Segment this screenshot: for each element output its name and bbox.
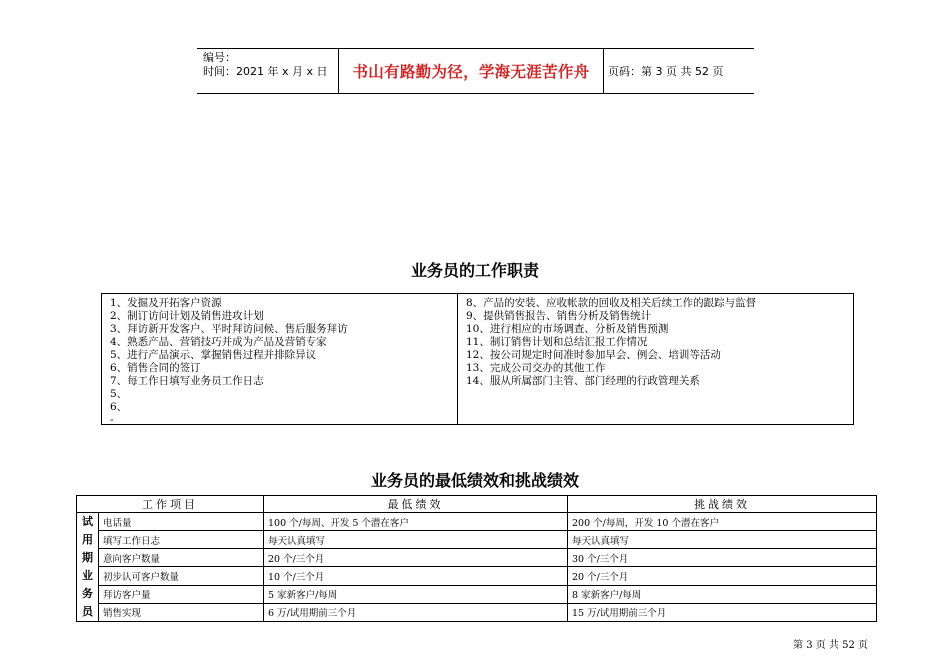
column-header-minimum: 最低绩效 bbox=[264, 496, 568, 513]
duty-item: 5、进行产品演示、掌握销售过程并排除异议 bbox=[110, 349, 317, 361]
minimum-cell: 100 个/每周、开发 5 个潜在客户 bbox=[264, 513, 568, 531]
duty-item: 10、进行相应的市场调查、分析及销售预测 bbox=[466, 323, 669, 335]
item-cell: 初步认可客户数量 bbox=[99, 567, 264, 585]
item-cell: 意向客户数量 bbox=[99, 549, 264, 567]
table-row bbox=[77, 549, 877, 567]
duty-item: 6、 bbox=[110, 401, 128, 413]
category-char: 用 bbox=[82, 533, 93, 546]
number-label: 编号： bbox=[203, 51, 236, 64]
item-cell: 电话量 bbox=[99, 513, 264, 531]
minimum-cell: 20 个/三个月 bbox=[264, 549, 568, 567]
challenge-cell: 每天认真填写 bbox=[568, 531, 877, 549]
table-row bbox=[77, 531, 877, 549]
item-cell: 填写工作日志 bbox=[99, 531, 264, 549]
challenge-cell: 15 万/试用期前三个月 bbox=[568, 603, 877, 621]
header-meta bbox=[197, 49, 339, 93]
duty-item: 12、按公司规定时间准时参加早会、例会、培训等活动 bbox=[466, 349, 721, 361]
table-row bbox=[77, 513, 877, 531]
performance-title: 业务员的最低绩效和挑战绩效 bbox=[370, 471, 579, 490]
minimum-cell: 5 家新客户/每周 bbox=[264, 585, 568, 603]
category-char: 期 bbox=[82, 551, 93, 564]
item-cell: 销售实现 bbox=[99, 603, 264, 621]
page-footer: 第 3 页 共 52 页 bbox=[793, 640, 868, 651]
challenge-cell: 200 个/每周，开发 10 个潜在客户 bbox=[568, 513, 877, 531]
duties-right-column bbox=[458, 294, 853, 424]
table-header-row bbox=[77, 496, 877, 513]
challenge-cell: 20 个/三个月 bbox=[568, 567, 877, 585]
duty-item: 14、服从所属部门主管、部门经理的行政管理关系 bbox=[466, 375, 700, 387]
table-row bbox=[77, 603, 877, 621]
page-header bbox=[197, 48, 754, 94]
category-cell bbox=[77, 513, 99, 622]
time-label: 时间：2021 年 x 月 x 日 bbox=[203, 65, 328, 78]
duties-box bbox=[101, 293, 854, 425]
table-row bbox=[77, 585, 877, 603]
minimum-cell: 10 个/三个月 bbox=[264, 567, 568, 585]
duty-item: 9、提供销售报告、销售分析及销售统计 bbox=[466, 310, 652, 322]
challenge-cell: 8 家新客户/每周 bbox=[568, 585, 877, 603]
duties-title: 业务员的工作职责 bbox=[410, 261, 539, 280]
duty-item: 8、产品的安装、应收帐款的回收及相关后续工作的跟踪与监督 bbox=[466, 297, 757, 309]
duty-item: 7、每工作日填写业务员工作日志 bbox=[110, 375, 264, 387]
duty-item: - bbox=[110, 414, 114, 424]
table-row bbox=[77, 567, 877, 585]
duty-item: 3、拜访新开发客户、平时拜访问候、售后服务拜访 bbox=[110, 323, 348, 335]
category-char: 员 bbox=[82, 605, 93, 618]
header-page-code: 页码：第 3 页 共 52 页 bbox=[608, 65, 724, 78]
duty-item: 1、发掘及开拓客户资源 bbox=[110, 297, 222, 309]
item-cell: 拜访客户量 bbox=[99, 585, 264, 603]
duty-item: 4、熟悉产品、营销技巧并成为产品及营销专家 bbox=[110, 336, 327, 348]
category-char: 试 bbox=[82, 515, 93, 528]
duty-item: 5、 bbox=[110, 388, 128, 400]
duty-item: 11、制订销售计划和总结汇报工作情况 bbox=[466, 336, 648, 348]
performance-table bbox=[76, 495, 877, 622]
challenge-cell: 30 个/三个月 bbox=[568, 549, 877, 567]
category-char: 务 bbox=[82, 587, 93, 600]
minimum-cell: 每天认真填写 bbox=[264, 531, 568, 549]
category-char: 业 bbox=[82, 569, 93, 582]
column-header-challenge: 挑战绩效 bbox=[568, 496, 877, 513]
duty-item: 6、销售合同的签订 bbox=[110, 362, 201, 374]
column-header-item: 工作项目 bbox=[77, 496, 264, 513]
minimum-cell: 6 万/试用期前三个月 bbox=[264, 603, 568, 621]
duty-item: 2、制订访问计划及销售进攻计划 bbox=[110, 310, 264, 322]
header-motto: 书山有路勤为径，学海无涯苦作舟 bbox=[339, 49, 604, 93]
duty-item: 13、完成公司交办的其他工作 bbox=[466, 362, 606, 374]
duties-left-column bbox=[102, 294, 458, 424]
